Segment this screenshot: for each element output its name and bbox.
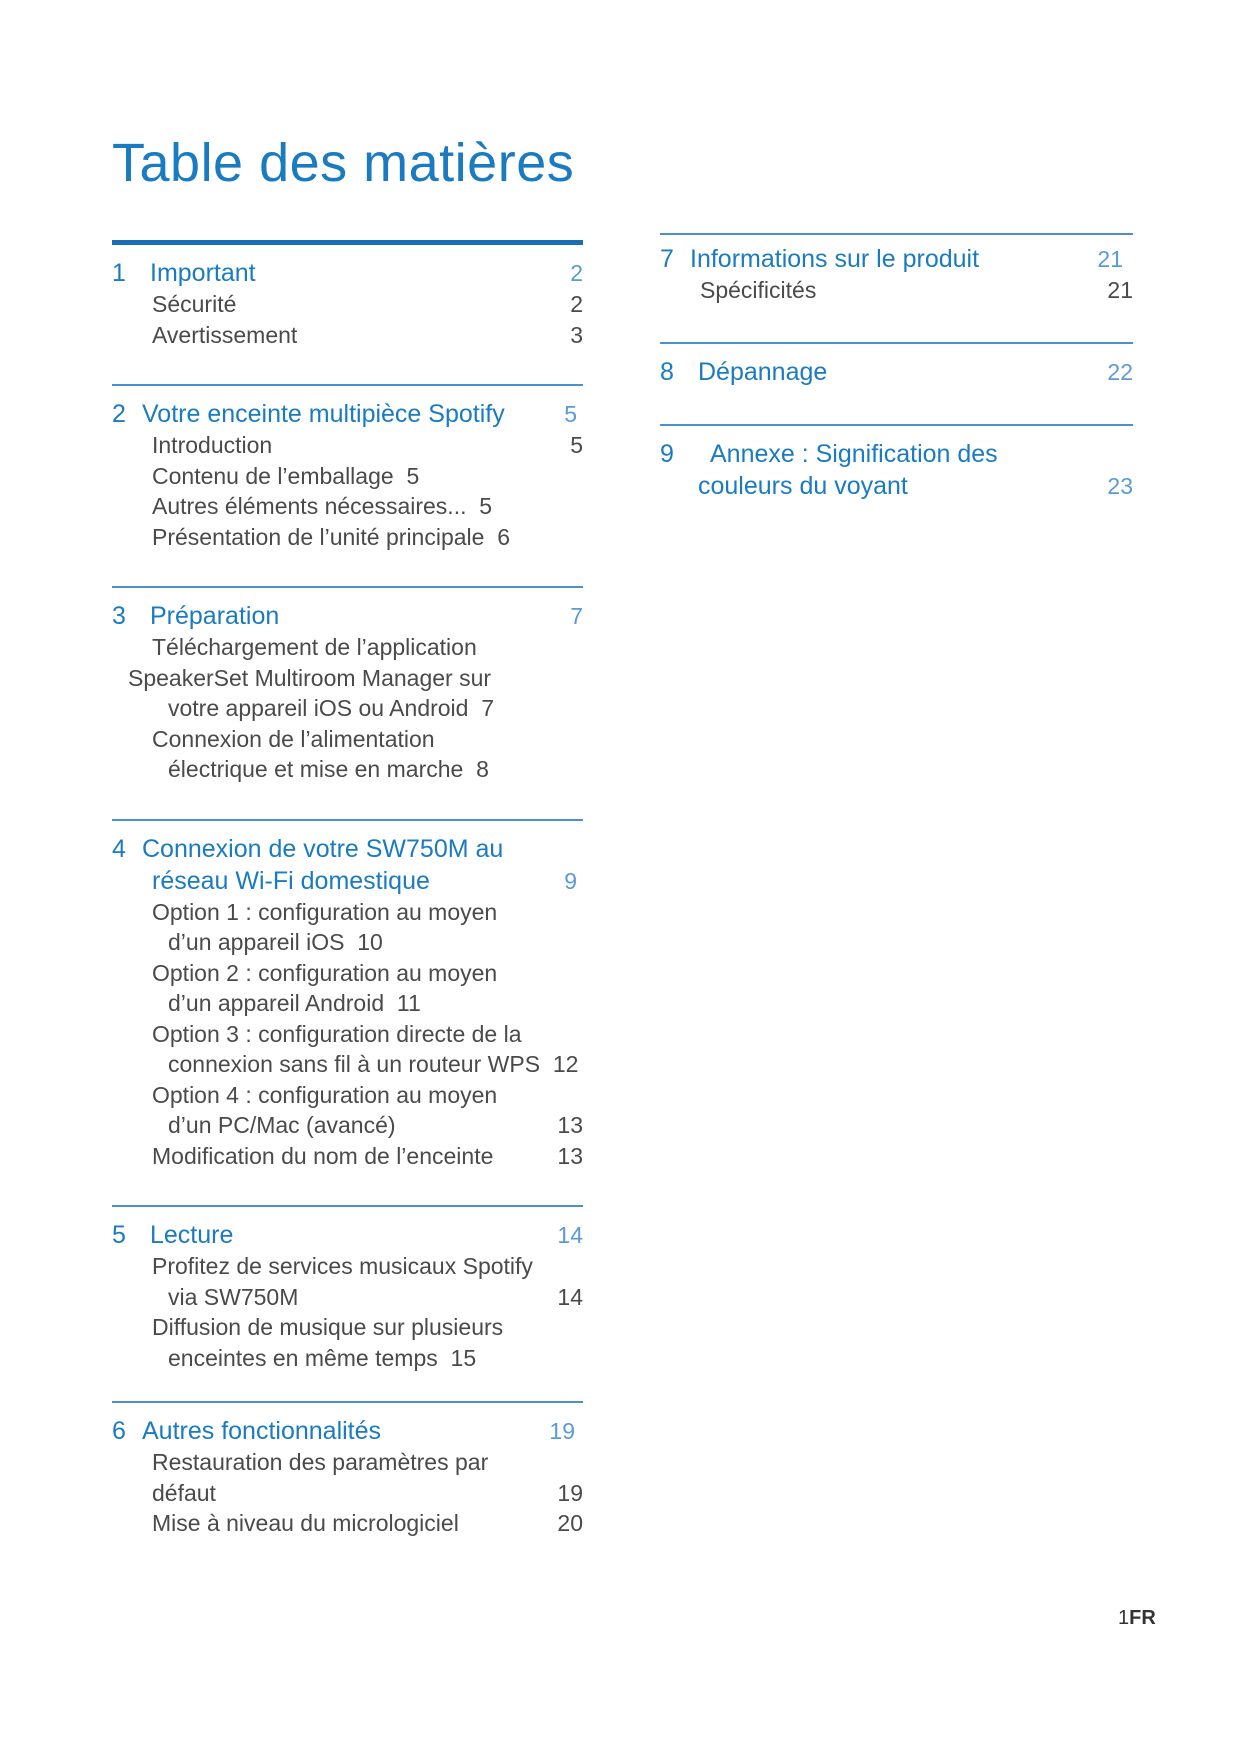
toc-section-4: [112, 819, 583, 1172]
entry-text: Option 4 : configuration au moyen: [152, 1081, 498, 1108]
toc-section-heading[interactable]: [112, 1415, 583, 1447]
entry-page: 13: [557, 1112, 583, 1138]
toc-right-column: [660, 233, 1133, 536]
section-page: 22: [1107, 358, 1133, 385]
toc-entry[interactable]: [112, 461, 583, 492]
toc-section-heading[interactable]: [660, 243, 1133, 275]
toc-entry-continued[interactable]: [112, 1282, 583, 1313]
toc-entry-continued[interactable]: [112, 1110, 583, 1141]
section-number: 5: [112, 1221, 126, 1249]
entry-text: Avertissement: [152, 321, 298, 348]
entry-page: 10: [357, 929, 383, 955]
entry-text: Diffusion de musique sur plusieurs: [152, 1314, 504, 1340]
entry-page: 8: [476, 756, 489, 782]
section-page: 2: [570, 260, 583, 286]
toc-entry[interactable]: [112, 1019, 583, 1050]
language-code: FR: [1129, 1607, 1156, 1629]
toc-section-heading[interactable]: [112, 833, 583, 865]
section-number: 6: [112, 1417, 126, 1445]
toc-entry-continued[interactable]: [112, 1343, 583, 1374]
toc-section-heading-continued[interactable]: [112, 865, 583, 897]
toc-section-heading[interactable]: [112, 257, 583, 289]
section-page: 23: [1107, 472, 1133, 499]
entry-text: Spécificités: [700, 277, 817, 303]
toc-entry[interactable]: [112, 289, 583, 320]
toc-section-9: [660, 424, 1133, 502]
section-page: 5: [564, 401, 577, 427]
toc-entry-continued[interactable]: [112, 988, 583, 1019]
toc-entry-continued[interactable]: [112, 693, 583, 724]
section-number: 1: [112, 259, 126, 287]
section-number: 7: [660, 245, 674, 273]
entry-page: 5: [479, 493, 493, 519]
entry-text-continued: SpeakerSet Multiroom Manager sur: [128, 664, 492, 691]
toc-entry[interactable]: [112, 430, 583, 461]
section-title-continued: réseau Wi-Fi domestique: [152, 866, 430, 895]
section-page: 19: [549, 1418, 575, 1444]
toc-section-7: [660, 233, 1133, 306]
section-number: 9: [660, 439, 674, 468]
entry-text: Contenu de l’emballage: [152, 462, 394, 489]
section-page: 14: [557, 1222, 583, 1248]
entry-text: Sécurité: [152, 291, 237, 317]
toc-entry[interactable]: [112, 1080, 583, 1111]
entry-text: Option 1 : configuration au moyen: [152, 898, 498, 925]
section-title: Préparation: [150, 602, 280, 630]
entry-text-continued: enceintes en même temps: [168, 1344, 438, 1371]
section-title: Dépannage: [698, 357, 828, 386]
section-number: 2: [112, 400, 126, 428]
toc-section-heading-continued[interactable]: [660, 470, 1133, 502]
entry-text-continued: connexion sans fil à un routeur WPS: [168, 1051, 541, 1077]
entry-text-continued: d’un PC/Mac (avancé): [168, 1112, 396, 1138]
section-number: 8: [660, 357, 674, 386]
section-page: 9: [564, 867, 577, 894]
toc-entry[interactable]: [112, 958, 583, 989]
entry-text-continued: d’un appareil Android: [168, 990, 385, 1016]
toc-section-3: [112, 586, 583, 785]
entry-text: Connexion de l’alimentation: [152, 725, 435, 752]
toc-entry[interactable]: [112, 491, 583, 522]
section-title: Votre enceinte multipièce Spotify: [142, 400, 505, 428]
entry-page: 19: [557, 1479, 583, 1506]
toc-section-heading[interactable]: [112, 1219, 583, 1251]
entry-text-continued: via SW750M: [168, 1283, 299, 1310]
toc-entry[interactable]: [112, 1312, 583, 1343]
entry-text: Modification du nom de l’enceinte: [152, 1142, 494, 1169]
entry-text-continued: électrique et mise en marche: [168, 756, 464, 782]
toc-entry[interactable]: [112, 320, 583, 351]
section-number: 4: [112, 834, 126, 863]
entry-text: Mise à niveau du micrologiciel: [152, 1510, 459, 1536]
entry-text-continued: d’un appareil iOS: [168, 929, 345, 955]
section-page: 7: [570, 603, 583, 629]
section-title: Connexion de votre SW750M au: [142, 834, 504, 863]
section-title-continued: couleurs du voyant: [698, 471, 908, 500]
entry-page: 12: [552, 1051, 579, 1077]
section-title: Lecture: [150, 1221, 234, 1249]
toc-entry[interactable]: [112, 1447, 583, 1508]
entry-page: 2: [570, 291, 583, 317]
entry-text-continued: votre appareil iOS ou Android: [168, 695, 469, 721]
toc-section-6: [112, 1401, 583, 1539]
toc-entry-continued[interactable]: [112, 754, 583, 785]
entry-text: Téléchargement de l’application: [152, 634, 477, 660]
toc-left-column: [112, 240, 583, 1573]
section-title: Important: [150, 259, 256, 287]
entry-text: Autres éléments nécessaires...: [152, 493, 467, 519]
entry-page: 7: [481, 695, 495, 721]
entry-page: 3: [570, 321, 583, 348]
toc-entry[interactable]: [112, 522, 583, 553]
page-title: Table des matières: [112, 133, 575, 193]
toc-section-8: [660, 342, 1133, 388]
entry-text: Introduction: [152, 432, 273, 458]
toc-entry[interactable]: [112, 1251, 583, 1282]
entry-text: Option 3 : configuration directe de la: [152, 1020, 522, 1047]
toc-section-heading[interactable]: [112, 600, 583, 632]
toc-section-5: [112, 1205, 583, 1373]
section-title: Annexe : Signification des: [710, 439, 998, 468]
section-title: Autres fonctionnalités: [142, 1417, 382, 1445]
toc-entry[interactable]: [112, 897, 583, 928]
entry-page: 6: [497, 523, 511, 550]
entry-page: 11: [396, 990, 421, 1016]
section-number: 3: [112, 602, 126, 630]
toc-entry[interactable]: [660, 275, 1133, 306]
toc-entry[interactable]: [112, 1141, 583, 1172]
page-footer: [1118, 1607, 1156, 1630]
entry-page: 5: [406, 462, 420, 489]
toc-section-2: [112, 384, 583, 552]
toc-section-1: [112, 240, 583, 350]
entry-page: 13: [557, 1142, 583, 1169]
entry-text: Présentation de l’unité principale: [152, 523, 485, 550]
entry-page: 20: [557, 1510, 583, 1536]
toc-section-heading[interactable]: [112, 398, 583, 430]
toc-entry-continued[interactable]: [112, 663, 583, 694]
entry-page: 5: [570, 432, 583, 458]
section-page: 21: [1097, 246, 1123, 272]
entry-text: Option 2 : configuration au moyen: [152, 959, 498, 986]
entry-page: 14: [557, 1283, 583, 1310]
entry-page: 21: [1107, 277, 1133, 303]
toc-section-heading[interactable]: [660, 356, 1133, 388]
toc-entry[interactable]: [112, 632, 583, 663]
toc-entry[interactable]: [112, 724, 583, 755]
entry-text: Profitez de services musicaux Spotify: [152, 1253, 533, 1279]
entry-page: 15: [450, 1344, 477, 1371]
toc-entry[interactable]: [112, 1508, 583, 1539]
section-title: Informations sur le produit: [690, 245, 980, 273]
toc-entry-continued[interactable]: [112, 927, 583, 958]
toc-entry-continued[interactable]: [112, 1049, 583, 1080]
entry-text: Restauration des paramètres par défaut: [152, 1449, 489, 1506]
page-number: 1: [1118, 1607, 1130, 1629]
toc-section-heading[interactable]: [660, 438, 1133, 470]
